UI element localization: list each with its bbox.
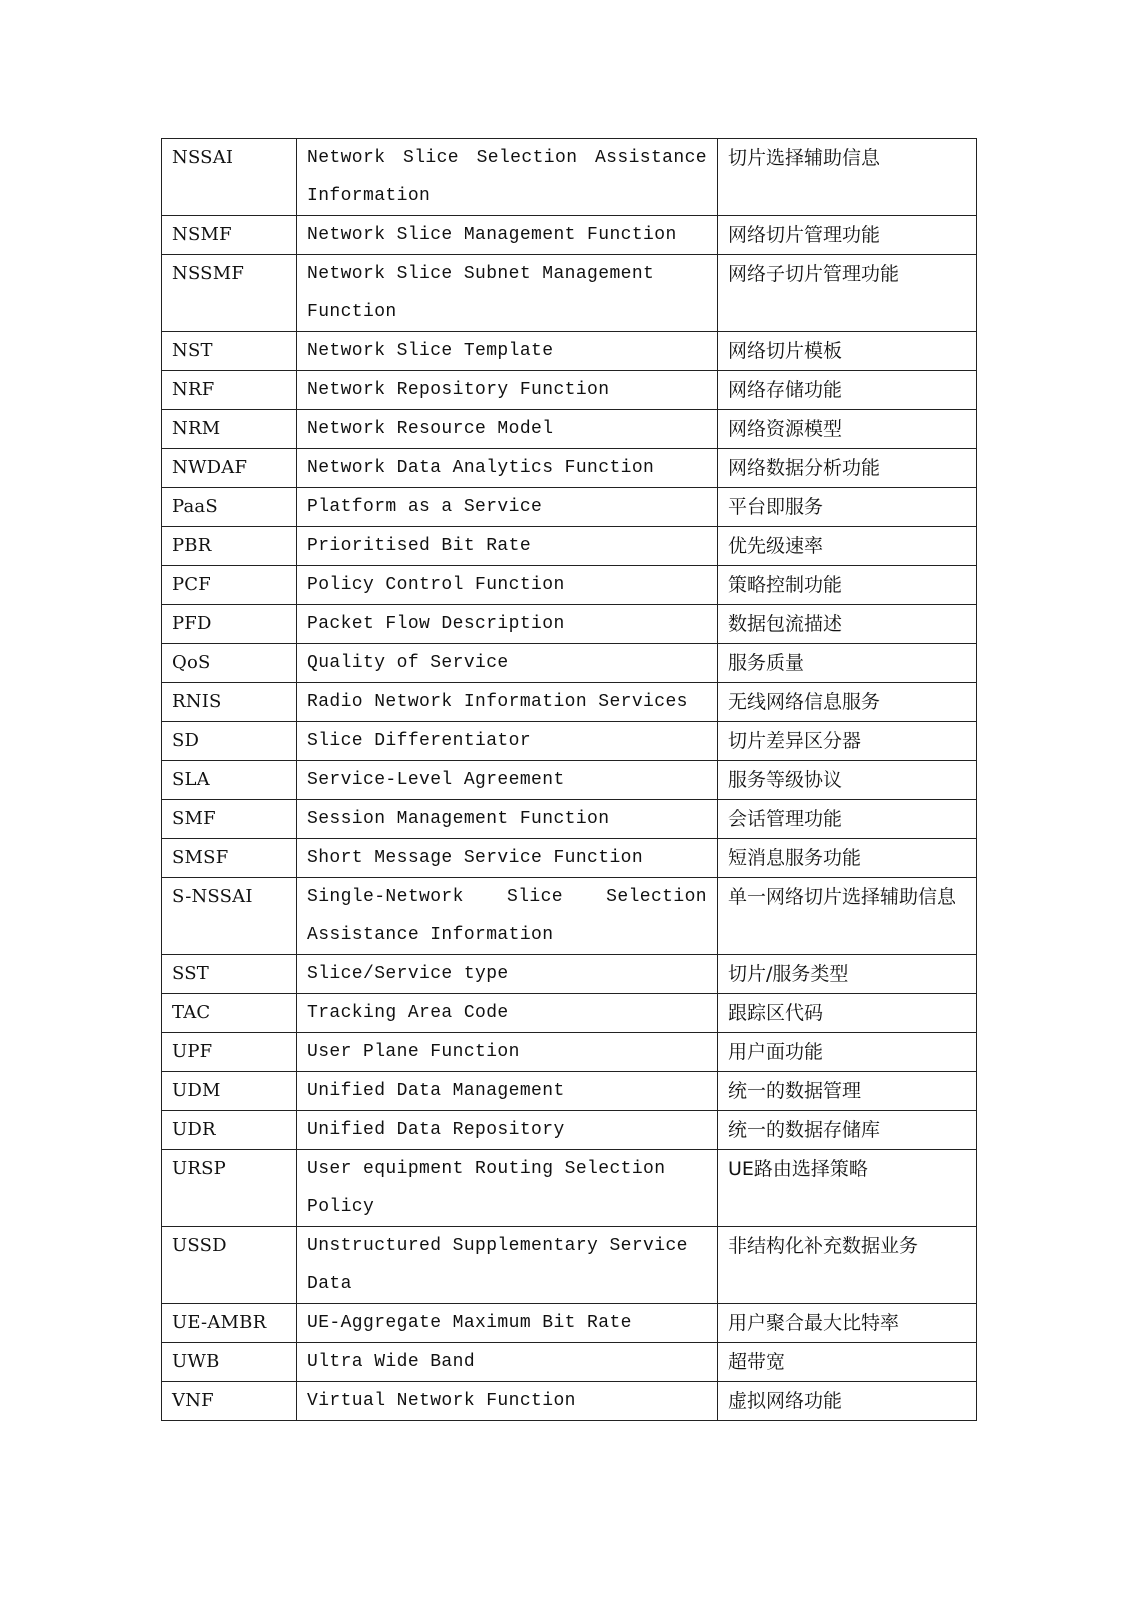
full-term-cell: Quality of Service (297, 644, 718, 683)
full-term-cell: Network Slice Selection Assistance Information (297, 139, 718, 216)
table-row (162, 1150, 977, 1227)
abbreviation-cell: PFD (162, 605, 297, 644)
full-term-cell: Virtual Network Function (297, 1382, 718, 1421)
chinese-term-cell: 统一的数据存储库 (718, 1111, 977, 1150)
chinese-term-cell: 跟踪区代码 (718, 994, 977, 1033)
chinese-term-cell: 非结构化补充数据业务 (718, 1227, 977, 1304)
full-term-cell: Network Resource Model (297, 410, 718, 449)
chinese-term-cell: 服务质量 (718, 644, 977, 683)
abbreviation-cell: RNIS (162, 683, 297, 722)
table-row (162, 683, 977, 722)
table-row (162, 1343, 977, 1382)
chinese-term-cell: 网络存储功能 (718, 371, 977, 410)
chinese-term-cell: 网络子切片管理功能 (718, 255, 977, 332)
chinese-term-cell: 策略控制功能 (718, 566, 977, 605)
abbreviation-cell: SMF (162, 800, 297, 839)
full-term-cell: Packet Flow Description (297, 605, 718, 644)
table-row (162, 1304, 977, 1343)
abbreviation-cell: PBR (162, 527, 297, 566)
table-row (162, 800, 977, 839)
abbreviation-cell: NSMF (162, 216, 297, 255)
abbreviation-cell: NST (162, 332, 297, 371)
full-term-cell: Single-Network Slice Selection Assistance Information (297, 878, 718, 955)
full-term-cell: Network Repository Function (297, 371, 718, 410)
full-term-cell: User Plane Function (297, 1033, 718, 1072)
table-row (162, 371, 977, 410)
chinese-term-cell: 用户面功能 (718, 1033, 977, 1072)
chinese-term-cell: 切片/服务类型 (718, 955, 977, 994)
chinese-term-cell: 服务等级协议 (718, 761, 977, 800)
chinese-term-cell: 超带宽 (718, 1343, 977, 1382)
abbreviation-cell: NSSAI (162, 139, 297, 216)
chinese-term-cell: 短消息服务功能 (718, 839, 977, 878)
abbreviation-cell: UPF (162, 1033, 297, 1072)
full-term-cell: Platform as a Service (297, 488, 718, 527)
abbreviation-cell: NWDAF (162, 449, 297, 488)
full-term-cell: Network Slice Template (297, 332, 718, 371)
full-term-cell: Tracking Area Code (297, 994, 718, 1033)
table-row (162, 488, 977, 527)
chinese-term-cell: 单一网络切片选择辅助信息 (718, 878, 977, 955)
full-term-cell: Slice/Service type (297, 955, 718, 994)
full-term-cell: Slice Differentiator (297, 722, 718, 761)
abbreviation-cell: SMSF (162, 839, 297, 878)
table-row (162, 878, 977, 955)
abbreviation-cell: URSP (162, 1150, 297, 1227)
table-row (162, 1072, 977, 1111)
full-term-cell: UE-Aggregate Maximum Bit Rate (297, 1304, 718, 1343)
table-row (162, 1033, 977, 1072)
abbreviation-cell: NSSMF (162, 255, 297, 332)
abbreviation-table-body (162, 139, 977, 1421)
full-term-cell: Unified Data Management (297, 1072, 718, 1111)
chinese-term-cell: 虚拟网络功能 (718, 1382, 977, 1421)
full-term-cell: Radio Network Information Services (297, 683, 718, 722)
full-term-cell: Session Management Function (297, 800, 718, 839)
abbreviation-cell: UDM (162, 1072, 297, 1111)
full-term-cell: Ultra Wide Band (297, 1343, 718, 1382)
table-row (162, 1111, 977, 1150)
abbreviation-cell: NRM (162, 410, 297, 449)
abbreviation-cell: S-NSSAI (162, 878, 297, 955)
table-row (162, 449, 977, 488)
table-row (162, 566, 977, 605)
table-row (162, 216, 977, 255)
abbreviation-cell: TAC (162, 994, 297, 1033)
table-row (162, 1382, 977, 1421)
abbreviation-cell: UWB (162, 1343, 297, 1382)
table-row (162, 410, 977, 449)
table-row (162, 839, 977, 878)
chinese-term-cell: 数据包流描述 (718, 605, 977, 644)
chinese-term-cell: 切片差异区分器 (718, 722, 977, 761)
abbreviation-cell: QoS (162, 644, 297, 683)
table-row (162, 955, 977, 994)
table-row (162, 605, 977, 644)
abbreviation-cell: SD (162, 722, 297, 761)
chinese-term-cell: 用户聚合最大比特率 (718, 1304, 977, 1343)
full-term-cell: Network Data Analytics Function (297, 449, 718, 488)
full-term-cell: Short Message Service Function (297, 839, 718, 878)
abbreviation-cell: SLA (162, 761, 297, 800)
table-row (162, 644, 977, 683)
chinese-term-cell: 统一的数据管理 (718, 1072, 977, 1111)
table-row (162, 722, 977, 761)
chinese-term-cell: 网络资源模型 (718, 410, 977, 449)
abbreviation-cell: USSD (162, 1227, 297, 1304)
table-row (162, 1227, 977, 1304)
full-term-cell: User equipment Routing Selection Policy (297, 1150, 718, 1227)
chinese-term-cell: 切片选择辅助信息 (718, 139, 977, 216)
chinese-term-cell: 网络切片模板 (718, 332, 977, 371)
table-row (162, 332, 977, 371)
chinese-term-cell: 平台即服务 (718, 488, 977, 527)
full-term-cell: Unified Data Repository (297, 1111, 718, 1150)
table-row (162, 255, 977, 332)
full-term-cell: Network Slice Subnet Management Function (297, 255, 718, 332)
abbreviation-cell: PCF (162, 566, 297, 605)
abbreviation-cell: VNF (162, 1382, 297, 1421)
abbreviation-cell: SST (162, 955, 297, 994)
chinese-term-cell: 优先级速率 (718, 527, 977, 566)
chinese-term-cell: 网络数据分析功能 (718, 449, 977, 488)
table-row (162, 527, 977, 566)
full-term-cell: Policy Control Function (297, 566, 718, 605)
abbreviation-cell: UE-AMBR (162, 1304, 297, 1343)
table-row (162, 139, 977, 216)
table-row (162, 761, 977, 800)
full-term-cell: Network Slice Management Function (297, 216, 718, 255)
full-term-cell: Service-Level Agreement (297, 761, 718, 800)
chinese-term-cell: 会话管理功能 (718, 800, 977, 839)
chinese-term-cell: 无线网络信息服务 (718, 683, 977, 722)
abbreviation-table (161, 138, 977, 1421)
table-row (162, 994, 977, 1033)
abbreviation-cell: UDR (162, 1111, 297, 1150)
full-term-cell: Unstructured Supplementary Service Data (297, 1227, 718, 1304)
full-term-cell: Prioritised Bit Rate (297, 527, 718, 566)
abbreviation-cell: NRF (162, 371, 297, 410)
abbreviation-cell: PaaS (162, 488, 297, 527)
chinese-term-cell: 网络切片管理功能 (718, 216, 977, 255)
chinese-term-cell: UE路由选择策略 (718, 1150, 977, 1227)
